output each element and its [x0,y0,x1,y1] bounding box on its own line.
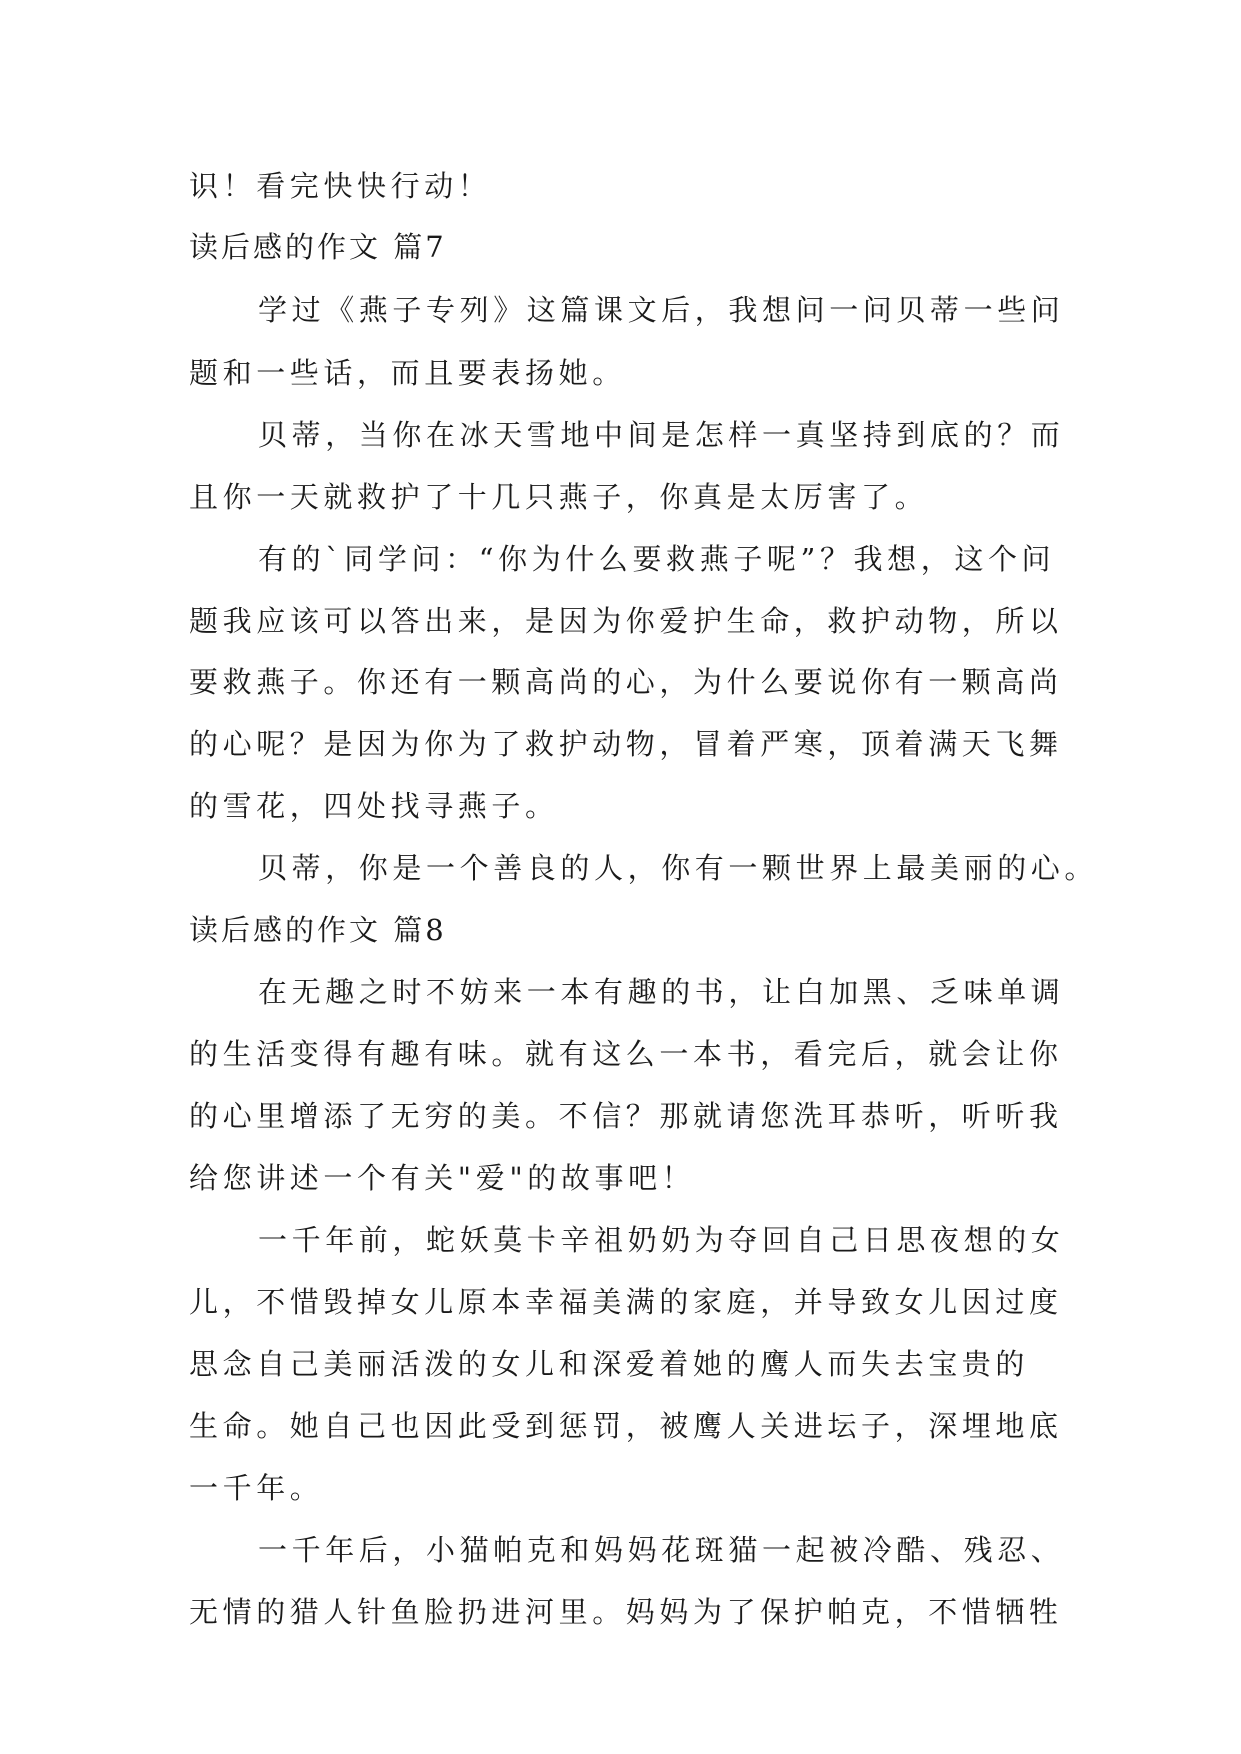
text-line: 的心呢？是因为你为了救护动物，冒着严寒，顶着满天飞舞 [189,727,1063,761]
text-line: 思念自己美丽活泼的女儿和深爱着她的鹰人而失去宝贵的 [189,1347,1030,1381]
text-line: 的生活变得有趣有味。就有这么一本书，看完后，就会让你 [189,1037,1063,1071]
text-line: 儿，不惜毁掉女儿原本幸福美满的家庭，并导致女儿因过度 [189,1285,1063,1319]
text-line: 题和一些话，而且要表扬她。 [189,356,626,390]
text-line: 贝蒂，你是一个善良的人，你有一颗世界上最美丽的心。 [258,851,1099,885]
text-line: 生命。她自己也因此受到惩罚，被鹰人关进坛子，深埋地底 [189,1409,1063,1443]
text-line: 题我应该可以答出来，是因为你爱护生命，救护动物，所以 [189,604,1063,638]
text-line: 给您讲述一个有关"爱"的故事吧！ [189,1161,696,1195]
text-line: 一千年。 [189,1471,324,1505]
text-line: 要救燕子。你还有一颗高尚的心，为什么要说你有一颗高尚 [189,665,1063,699]
text-line: 的心里增添了无穷的美。不信？那就请您洗耳恭听，听听我 [189,1099,1063,1133]
text-line: 一千年前，蛇妖莫卡辛祖奶奶为夺回自己日思夜想的女 [258,1223,1065,1257]
text-line: 有的`同学问：“你为什么要救燕子呢”？我想，这个问 [258,542,1056,576]
section-heading: 读后感的作文 篇8 [189,913,447,947]
section-heading: 读后感的作文 篇7 [189,230,447,264]
text-line: 学过《燕子专列》这篇课文后，我想问一问贝蒂一些问 [258,293,1065,327]
text-line: 识！看完快快行动！ [189,169,492,203]
text-line: 的雪花，四处找寻燕子。 [189,789,559,823]
text-line: 一千年后，小猫帕克和妈妈花斑猫一起被冷酷、残忍、 [258,1533,1065,1567]
text-line: 在无趣之时不妨来一本有趣的书，让白加黑、乏味单调 [258,975,1065,1009]
text-line: 无情的猎人针鱼脸扔进河里。妈妈为了保护帕克，不惜牺牲 [189,1595,1063,1629]
text-line: 且你一天就救护了十几只燕子，你真是太厉害了。 [189,480,929,514]
text-line: 贝蒂，当你在冰天雪地中间是怎样一真坚持到底的？而 [258,418,1065,452]
